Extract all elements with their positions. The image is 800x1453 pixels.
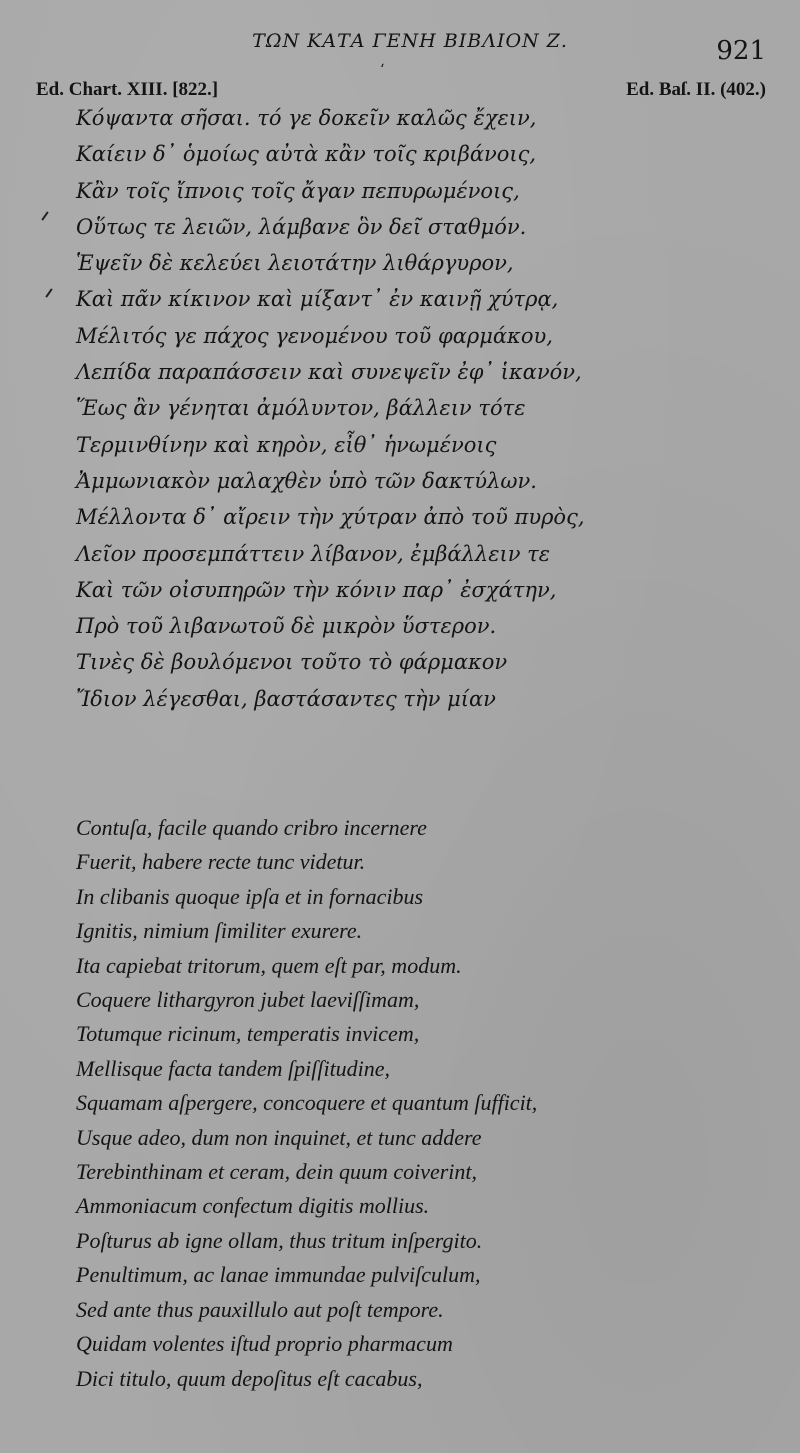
greek-verse-line: Καίειν δ᾽ ὁμοίως αὐτὰ κἂν τοῖς κριβάνοις, xyxy=(76,142,537,167)
latin-verse-line: In clibanis quoque ipſa et in fornacibus xyxy=(76,883,424,909)
latin-verse-line: Quidam volentes iſtud proprio pharmacum xyxy=(76,1331,453,1357)
latin-verse-line: Ammoniacum confectum digitis mollius. xyxy=(76,1193,430,1219)
latin-verse-line: Totumque ricinum, temperatis invicem, xyxy=(76,1021,420,1047)
greek-verse-line: Λεῖον προσεμπάττειν λίβανον, ἐμβάλλειν τε xyxy=(76,541,551,566)
greek-verse-line: Μέλλοντα δ᾽ αἴρειν τὴν χύτραν ἀπὸ τοῦ πυρὸς, xyxy=(76,505,585,530)
latin-verse-line: Ignitis, nimium ſimiliter exurere. xyxy=(76,918,363,944)
greek-verse-line: Λεπίδα παραπάσσειν καὶ συνεψεῖν ἐφ᾽ ἱκανόν, xyxy=(76,360,582,385)
greek-verse-line: Μέλιτός γε πάχος γενομένου τοῦ φαρμάκου, xyxy=(76,323,553,348)
edition-reference-basel: Ed. Baſ. II. (402.) xyxy=(626,79,766,100)
latin-verse-line: Squamam aſpergere, concoquere et quantum ſufficit, xyxy=(76,1090,538,1116)
latin-verse-line: Ita capiebat tritorum, quem eſt par, modum. xyxy=(76,952,462,978)
greek-verse-line: Ἕως ἂν γένηται ἀμόλυντον, βάλλειν τότε xyxy=(76,396,526,421)
greek-verse-line: Ἀμμωνιακὸν μαλαχθὲν ὑπὸ τῶν δακτύλων. xyxy=(76,468,537,493)
latin-verse-line: Sed ante thus pauxillulo aut poſt tempore. xyxy=(76,1296,444,1322)
margin-tick-mark xyxy=(41,211,48,220)
latin-verse-line: Coquere lithargyron jubet laeviſſimam, xyxy=(76,987,420,1013)
edition-reference-chartier: Ed. Chart. XIII. [822.] xyxy=(36,79,219,100)
printer-mark: ʻ xyxy=(380,62,385,78)
latin-verse-line: Dici titulo, quum depoſitus eſt cacabus, xyxy=(76,1365,423,1391)
page-number: 921 xyxy=(716,36,766,66)
margin-tick-mark xyxy=(45,288,52,297)
greek-verse-block xyxy=(76,100,585,717)
greek-verse-line: Κἂν τοῖς ἴπνοις τοῖς ἄγαν πεπυρωμένοις, xyxy=(76,178,520,203)
greek-verse-line: Οὕτως τε λειῶν, λάμβανε ὃν δεῖ σταθμόν. xyxy=(76,214,527,239)
latin-verse-line: Poſturus ab igne ollam, thus tritum inſpergito. xyxy=(76,1227,483,1253)
greek-verse-line: Ἴδιον λέγεσθαι, βαστάσαντες τὴν μίαν xyxy=(76,686,496,711)
greek-verse-line: Ἑψεῖν δὲ κελεύει λειοτάτην λιθάργυρον, xyxy=(76,251,514,276)
greek-verse-line: Τινὲς δὲ βουλόμενοι τοῦτο τὸ φάρμακον xyxy=(76,650,508,675)
latin-verse-line: Mellisque facta tandem ſpiſſitudine, xyxy=(76,1055,391,1081)
latin-verse-block xyxy=(76,811,537,1396)
latin-verse-line: Contuſa, facile quando cribro incernere xyxy=(76,815,427,840)
latin-verse-line: Terebinthinam et ceram, dein quum coiverint, xyxy=(76,1159,478,1185)
latin-verse-line: Fuerit, habere recte tunc videtur. xyxy=(76,849,366,875)
greek-verse-line: Κόψαντα σῆσαι. τό γε δοκεῖν καλῶς ἔχειν, xyxy=(76,106,537,130)
greek-verse-line: Πρὸ τοῦ λιβανωτοῦ δὲ μικρὸν ὕστερον. xyxy=(76,614,497,639)
greek-verse-line: Τερμινθίνην καὶ κηρὸν, εἶθ᾽ ἡνωμένοις xyxy=(76,432,497,457)
latin-verse-line: Usque adeo, dum non inquinet, et tunc addere xyxy=(76,1124,482,1150)
running-title: ΤΩΝ ΚΑΤΑ ΓΕΝΗ ΒΙΒΛΙΟΝ Ζ. xyxy=(252,30,568,52)
latin-verse-line: Penultimum, ac lanae immundae pulviſculum, xyxy=(76,1262,481,1288)
greek-verse-line: Καὶ τῶν οἰσυπηρῶν τὴν κόνιν παρ᾽ ἐσχάτην, xyxy=(76,577,557,602)
greek-verse-line: Καὶ πᾶν κίκινον καὶ μίξαντ᾽ ἐν καινῇ χύτρᾳ, xyxy=(76,287,559,312)
